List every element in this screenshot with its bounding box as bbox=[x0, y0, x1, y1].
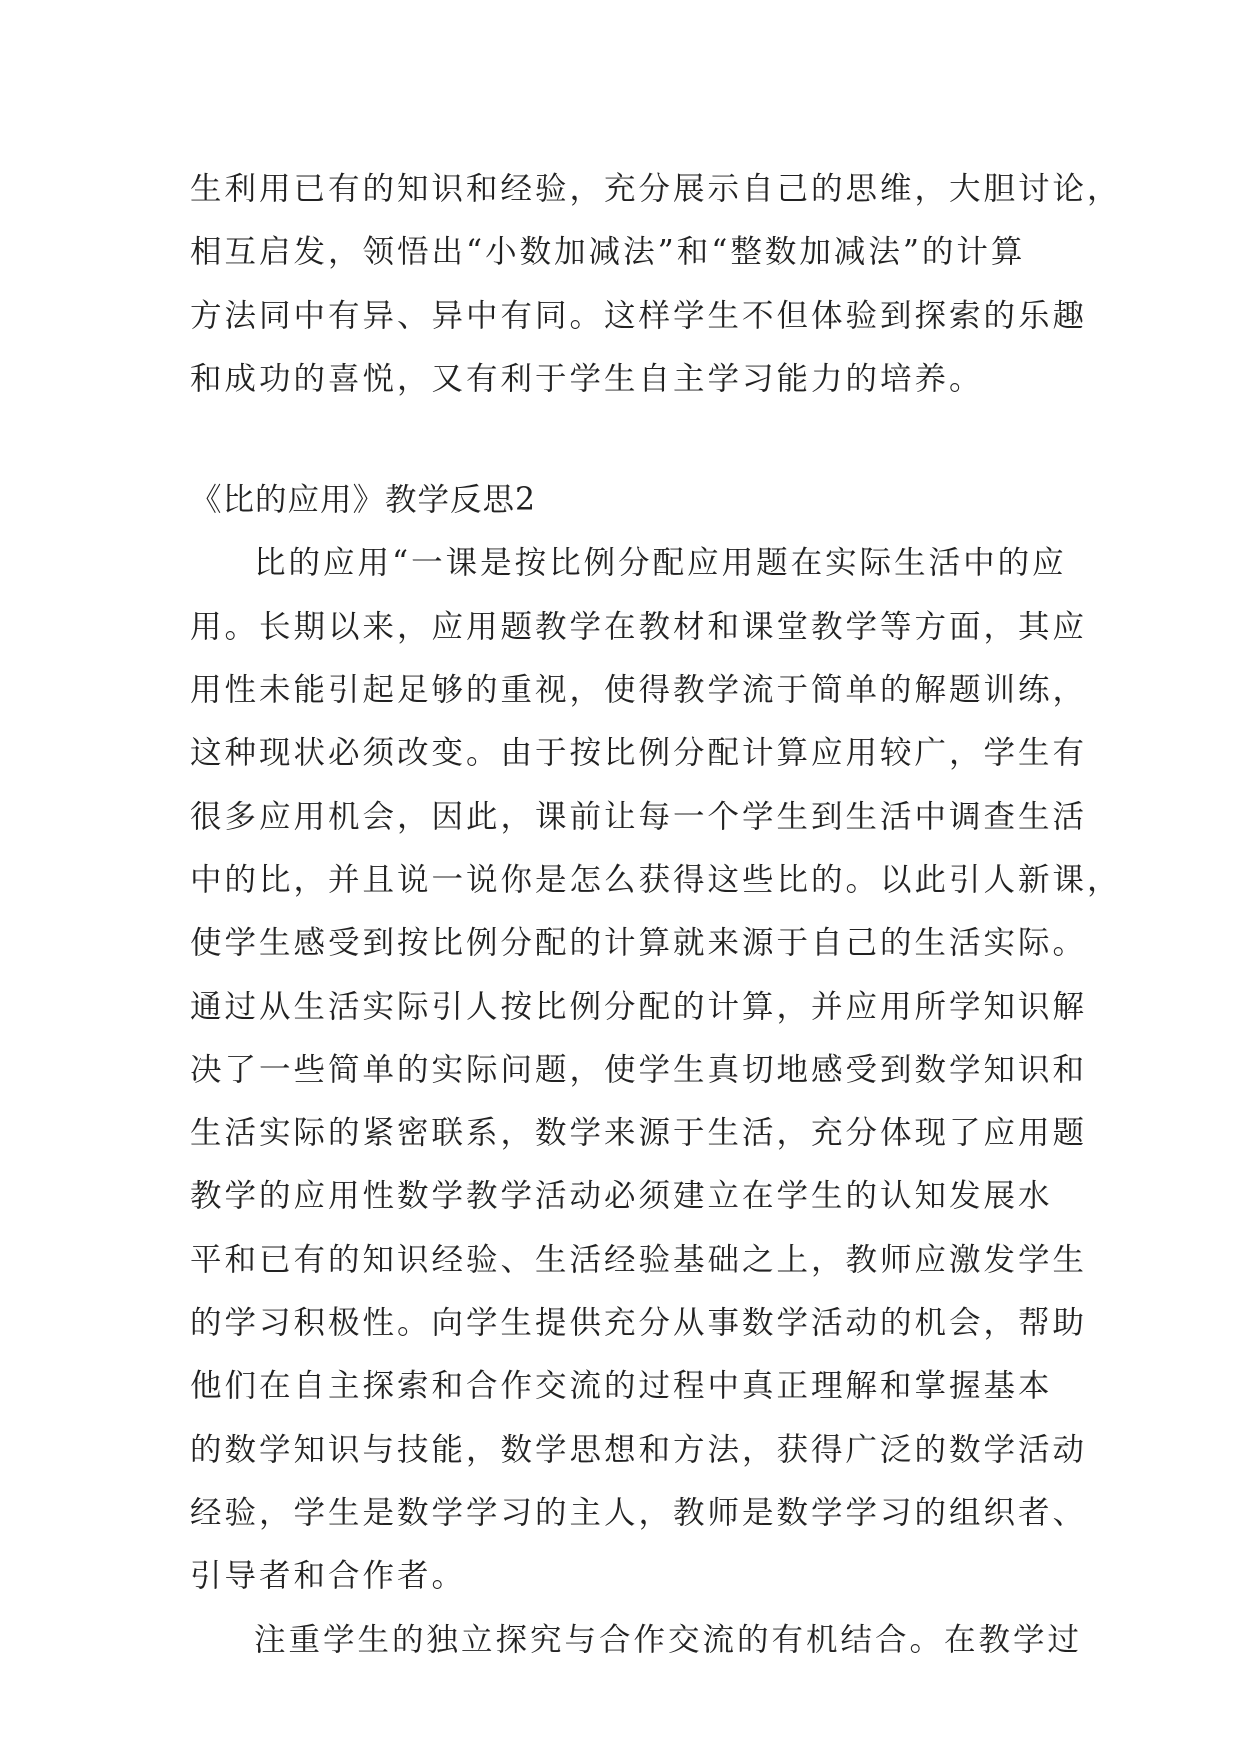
text-line: 中的比，并且说一说你是怎么获得这些比的。以此引人新课， bbox=[190, 861, 1122, 898]
section-heading: 《比的应用》教学反思2 bbox=[190, 482, 537, 519]
text-line: 和成功的喜悦，又有利于学生自主学习能力的培养。 bbox=[190, 360, 984, 397]
text-line: 的数学知识与技能，数学思想和方法，获得广泛的数学活动 bbox=[190, 1431, 1088, 1468]
text-line: 生利用已有的知识和经验，充分展示自己的思维，大胆讨论， bbox=[190, 171, 1122, 207]
paragraph-1 bbox=[190, 532, 1122, 1608]
text-line: 通过从生活实际引人按比例分配的计算，并应用所学知识解 bbox=[190, 988, 1088, 1025]
text-line: 注重学生的独立探究与合作交流的有机结合。在教学过 bbox=[254, 1621, 1083, 1658]
text-line: 很多应用机会，因此，课前让每一个学生到生活中调查生活 bbox=[190, 798, 1088, 835]
section-gap bbox=[190, 411, 1050, 469]
paragraph-continued bbox=[190, 158, 1122, 411]
text-line: 决了一些简单的实际问题，使学生真切地感受到数学知识和 bbox=[190, 1051, 1088, 1088]
text-line: 经验，学生是数学学习的主人，教师是数学学习的组织者、 bbox=[190, 1494, 1088, 1531]
document-body bbox=[190, 158, 1122, 1672]
text-line: 他们在自主探索和合作交流的过程中真正理解和掌握基本 bbox=[190, 1368, 1053, 1405]
text-line: 相互启发，领悟出“小数加减法”和“整数加减法”的计算 bbox=[190, 234, 1026, 271]
text-line: 平和已有的知识经验、生活经验基础之上，教师应激发学生 bbox=[190, 1241, 1088, 1278]
text-line: 生活实际的紧密联系，数学来源于生活，充分体现了应用题 bbox=[190, 1115, 1088, 1152]
text-line: 使学生感受到按比例分配的计算就来源于自己的生活实际。 bbox=[190, 925, 1088, 962]
text-line: 用性未能引起足够的重视，使得教学流于简单的解题训练， bbox=[190, 672, 1088, 709]
paragraph-2 bbox=[190, 1609, 1083, 1672]
text-line: 用。长期以来，应用题教学在教材和课堂教学等方面，其应 bbox=[190, 608, 1088, 645]
text-line: 方法同中有异、异中有同。这样学生不但体验到探索的乐趣 bbox=[190, 297, 1088, 334]
text-line: 这种现状必须改变。由于按比例分配计算应用较广，学生有 bbox=[190, 735, 1088, 772]
text-line: 引导者和合作者。 bbox=[190, 1558, 467, 1595]
text-line: 教学的应用性数学教学活动必须建立在学生的认知发展水 bbox=[190, 1178, 1053, 1215]
text-line: 比的应用“一课是按比例分配应用题在实际生活中的应 bbox=[254, 545, 1067, 582]
text-line: 的学习积极性。向学生提供充分从事数学活动的机会，帮助 bbox=[190, 1305, 1088, 1342]
